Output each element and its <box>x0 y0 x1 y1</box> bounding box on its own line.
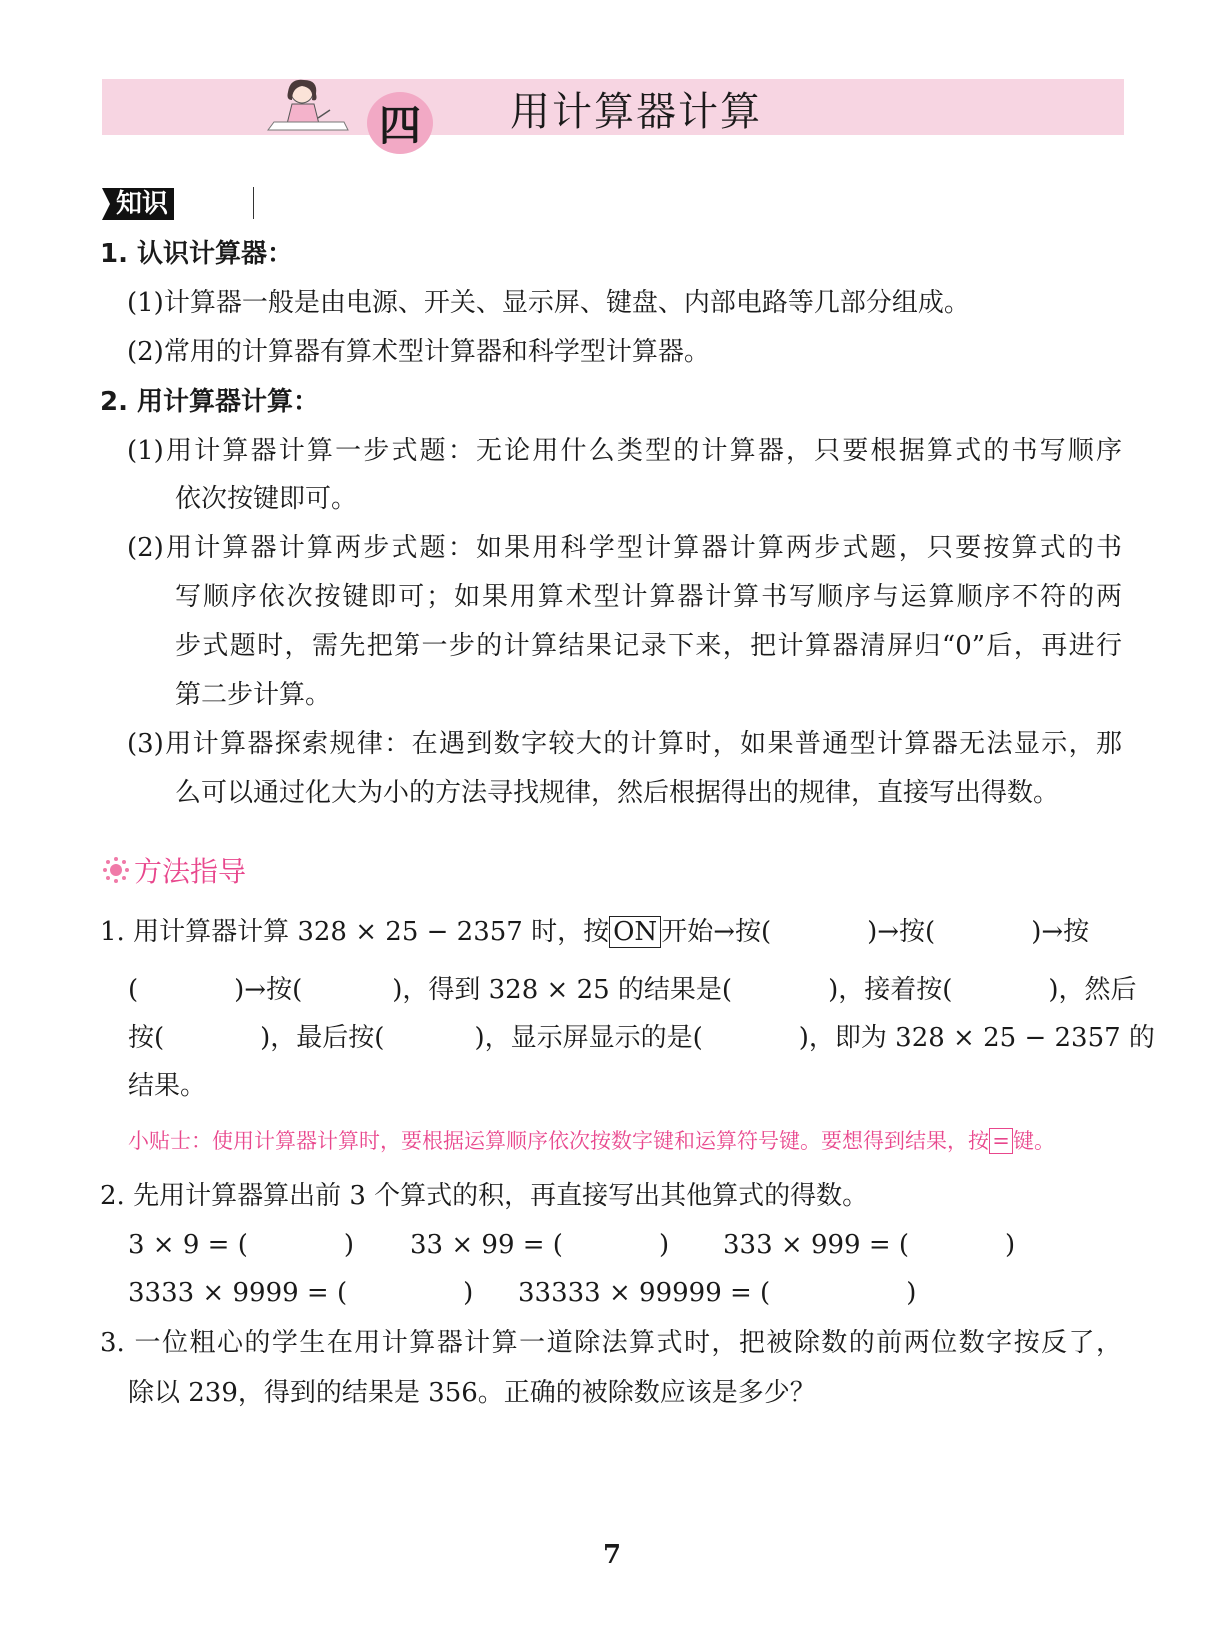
expr-close: ) <box>906 1278 917 1308</box>
expr-text: 3333 × 9999 = ( <box>128 1278 348 1308</box>
section-divider <box>253 187 254 219</box>
tip-text-end: 键。 <box>1013 1129 1055 1153</box>
method-section-header <box>102 850 246 890</box>
knowledge-item-2-title: 2. 用计算器计算： <box>100 387 320 417</box>
expr-text: 33 × 99 = ( <box>410 1230 563 1260</box>
knowledge-item-2-sub-3-line-2: 么可以通过化大为小的方法寻找规律，然后根据得出的规律，直接写出得数。 <box>175 778 1060 808</box>
q1-text-e: ( <box>128 975 139 1005</box>
knowledge-item-1-title: 1. 认识计算器： <box>100 239 294 269</box>
q2-expr-3 <box>723 1227 1015 1263</box>
q1-text-m: )，即为 328 × 25 − 2357 的 <box>798 1023 1155 1053</box>
knowledge-item-2-sub-2-line-2: 写顺序依次按键即可；如果用算术型计算器计算书写顺序与运算顺序不符的两 <box>175 582 1122 612</box>
q1-text-f: )→按( <box>234 975 303 1005</box>
q1-text-i: )，然后 <box>1048 975 1137 1005</box>
expr-close: ) <box>343 1230 355 1260</box>
q3-line-2: 除以 239，得到的结果是 356。正确的被除数应该是多少？ <box>128 1378 816 1408</box>
method-section-label: 方法指导 <box>134 855 247 888</box>
expr-close: ) <box>463 1278 474 1308</box>
knowledge-item-1-sub-2: (2)常用的计算器有算术型计算器和科学型计算器。 <box>127 337 710 367</box>
q2-expr-5 <box>518 1275 916 1311</box>
q1-text-c: )→按( <box>867 917 936 947</box>
expr-text: 33333 × 99999 = ( <box>518 1278 771 1308</box>
tip-text: 小贴士：使用计算器计算时，要根据运算顺序依次按数字键和运算符号键。要想得到结果，按 <box>128 1129 989 1153</box>
girl-studying-illustration <box>258 78 354 136</box>
expr-text: 333 × 999 = ( <box>723 1230 910 1260</box>
q1-text-l: )，显示屏显示的是( <box>474 1023 703 1053</box>
q2-expr-4 <box>128 1275 473 1311</box>
knowledge-item-2-sub-1-line-2: 依次按键即可。 <box>175 484 358 514</box>
expr-text: 3 × 9 = ( <box>128 1230 248 1260</box>
page-number: 7 <box>602 1540 622 1570</box>
knowledge-item-2-sub-2-line-3: 步式题时，需先把第一步的计算结果记录下来，把计算器清屏归“0”后，再进行 <box>175 631 1122 661</box>
q1-text-h: )，接着按( <box>828 975 953 1005</box>
knowledge-section-label: 知识 <box>102 188 174 220</box>
q1-text-d: )→按 <box>1031 917 1090 947</box>
knowledge-item-2-sub-2-line-4: 第二步计算。 <box>175 680 332 710</box>
expr-close: ) <box>1005 1230 1016 1260</box>
q1-line-4: 结果。 <box>128 1071 207 1101</box>
knowledge-item-1-sub-1: (1)计算器一般是由电源、开关、显示屏、键盘、内部电路等几部分组成。 <box>127 288 970 318</box>
q1-text-k: )，最后按( <box>260 1023 385 1053</box>
knowledge-item-2-sub-3-line-1: (3)用计算器探索规律：在遇到数字较大的计算时，如果普通型计算器无法显示，那 <box>127 729 1122 759</box>
equals-key: = <box>989 1128 1013 1154</box>
q1-text-j: 按( <box>128 1023 165 1053</box>
knowledge-section-header <box>102 188 174 220</box>
q3-line-1: 3. 一位粗心的学生在用计算器计算一道除法算式时，把被除数的前两位数字按反了， <box>100 1328 1122 1358</box>
chapter-title: 用计算器计算 <box>510 89 762 135</box>
q2-expr-1 <box>128 1227 354 1263</box>
sun-icon <box>102 856 130 884</box>
q2-expr-2 <box>410 1227 669 1263</box>
chapter-number-badge: 四 <box>367 92 433 154</box>
q2-title: 2. 先用计算器算出前 3 个算式的积，再直接写出其他算式的得数。 <box>100 1181 869 1211</box>
q1-line-1 <box>100 914 1089 950</box>
on-key: ON <box>609 916 661 948</box>
knowledge-item-2-sub-2-line-1: (2)用计算器计算两步式题：如果用科学型计算器计算两步式题，只要按算式的书 <box>127 533 1122 563</box>
q1-text-g: )，得到 328 × 25 的结果是( <box>392 975 733 1005</box>
expr-close: ) <box>658 1230 670 1260</box>
q1-line-3 <box>128 1020 1155 1056</box>
q1-line-2 <box>128 972 1137 1008</box>
tip-note <box>128 1126 1055 1156</box>
q1-text-a: 1. 用计算器计算 328 × 25 − 2357 时，按 <box>100 917 610 947</box>
q1-text-b: 开始→按( <box>661 917 772 947</box>
knowledge-item-2-sub-1-line-1: (1)用计算器计算一步式题：无论用什么类型的计算器，只要根据算式的书写顺序 <box>127 436 1122 466</box>
